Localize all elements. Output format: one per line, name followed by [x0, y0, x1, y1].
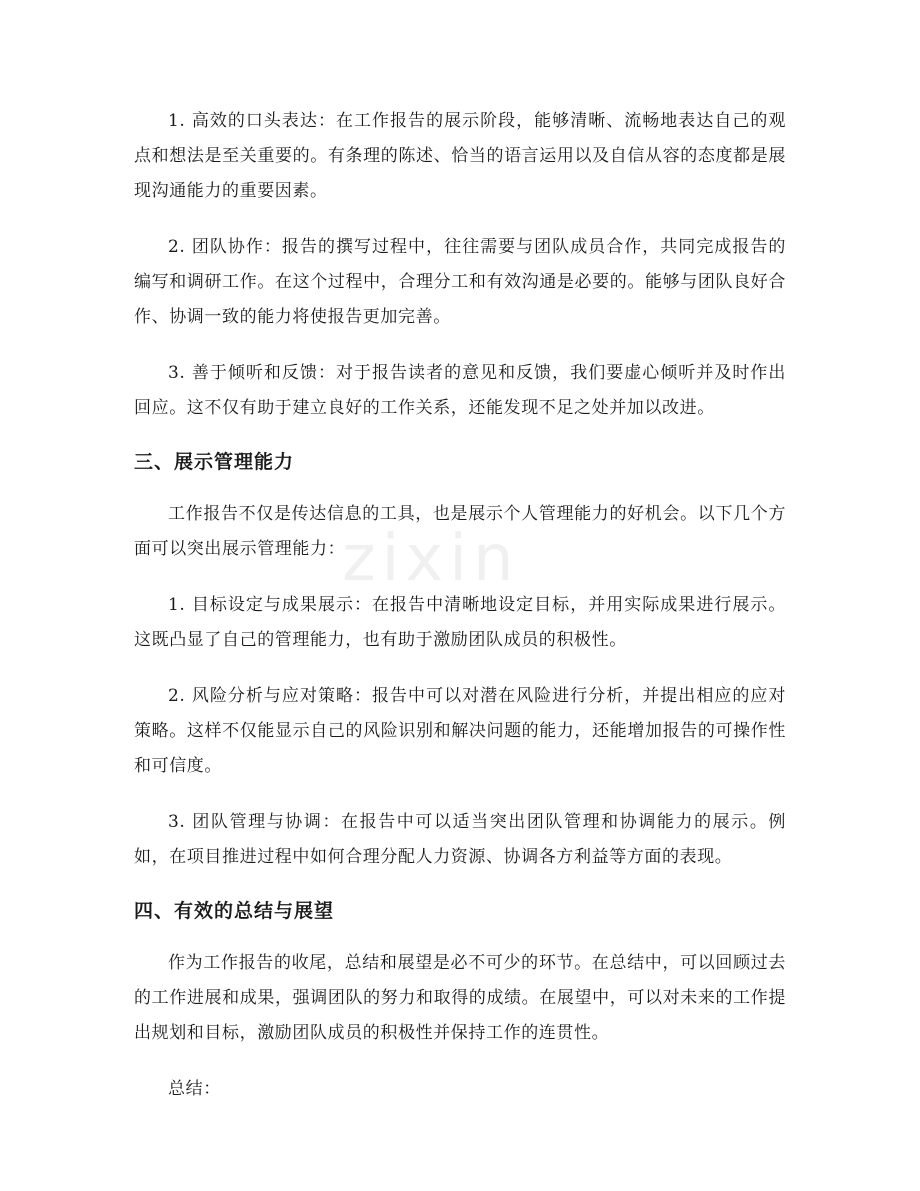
- paragraph-management-intro: 工作报告不仅是传达信息的工具，也是展示个人管理能力的好机会。以下几个方面可以突出展示管理能力：: [134, 504, 786, 559]
- section-heading-summary: 四、有效的总结与展望: [134, 900, 335, 922]
- paragraph-oral-expression: 1. 高效的口头表达：在工作报告的展示阶段，能够清晰、流畅地表达自己的观点和想法是至关重要的。有条理的陈述、恰当的语言运用以及自信从容的态度都是展现沟通能力的重要因素。: [134, 111, 786, 201]
- paragraph-team-collaboration: 2. 团队协作：报告的撰写过程中，往往需要与团队成员合作，共同完成报告的编写和调研工作。在这个过程中，合理分工和有效沟通是必要的。能够与团队良好合作、协调一致的能力将使报告更加完善。: [134, 237, 786, 327]
- document-body: [134, 104, 786, 1128]
- paragraph-listening-feedback: 3. 善于倾听和反馈：对于报告读者的意见和反馈，我们要虚心倾听并及时作出回应。这不仅有助于建立良好的工作关系，还能发现不足之处并加以改进。: [134, 363, 786, 418]
- paragraph-summary-outlook: 作为工作报告的收尾，总结和展望是必不可少的环节。在总结中，可以回顾过去的工作进展和成果，强调团队的努力和取得的成绩。在展望中，可以对未来的工作提出规划和目标，激励团队成员的积极性并保持工作的连贯性。: [134, 953, 786, 1043]
- section-heading-management: 三、展示管理能力: [134, 451, 295, 473]
- watermark: zixin: [342, 522, 520, 596]
- paragraph-team-management: 3. 团队管理与协调：在报告中可以适当突出团队管理和协调能力的展示。例如，在项目推进过程中如何合理分配人力资源、协调各方利益等方面的表现。: [134, 812, 786, 867]
- paragraph-goal-setting: 1. 目标设定与成果展示：在报告中清晰地设定目标，并用实际成果进行展示。这既凸显了自己的管理能力，也有助于激励团队成员的积极性。: [134, 595, 786, 650]
- paragraph-summary-label: 总结：: [168, 1079, 221, 1099]
- paragraph-risk-analysis: 2. 风险分析与应对策略：报告中可以对潜在风险进行分析，并提出相应的应对策略。这样不仅能显示自己的风险识别和解决问题的能力，还能增加报告的可操作性和可信度。: [134, 686, 786, 776]
